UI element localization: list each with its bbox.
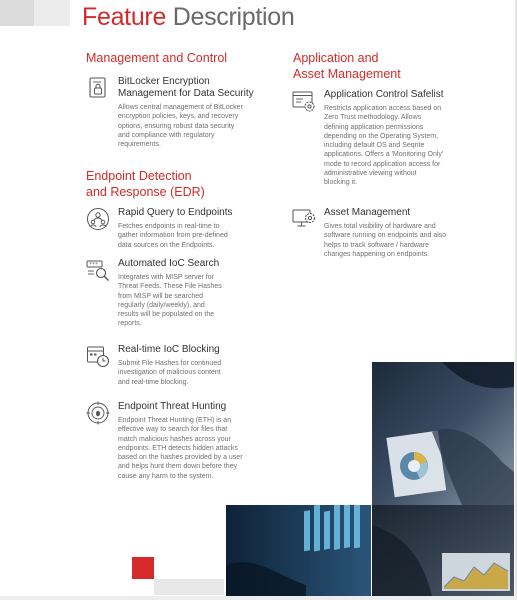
desc-line: administrative viewing without	[324, 170, 417, 178]
bottom-grey-bar	[0, 596, 517, 600]
desc-line: Restricts application access based on	[324, 105, 442, 112]
section-heading-management	[86, 50, 227, 66]
desc-line: regularly (daily/weekly), and	[118, 301, 205, 309]
feature-title: Application Control Safelist	[324, 89, 444, 100]
desc-line: based on the hashes provided by a user	[118, 454, 243, 462]
desc-line: encryption policies, keys, and recovery	[118, 113, 239, 121]
desc-line: requirements.	[118, 141, 161, 149]
feature-title: Rapid Query to Endpoints	[118, 207, 233, 218]
monitor-gear-icon	[292, 207, 316, 231]
laptop-chart-photo	[372, 505, 514, 596]
analytics-hand-photo	[372, 362, 514, 505]
desc-line: helps to track software / hardware	[324, 241, 430, 249]
desc-line: software running on endpoints and also	[324, 232, 447, 240]
feature-description	[118, 416, 243, 481]
desc-line: depending on the Operating System,	[324, 132, 439, 140]
grey-accent-block	[154, 579, 224, 595]
svg-text:***: ***	[89, 262, 99, 268]
page-title-rest: Description	[166, 3, 295, 31]
feature-description	[118, 359, 221, 387]
window-gear-icon	[292, 89, 316, 113]
desc-line: defining application permissions	[324, 123, 424, 131]
section-heading-line: and Response (EDR)	[86, 185, 205, 199]
desc-line: Gives total visibility of hardware and	[324, 223, 436, 230]
feature-description	[118, 222, 233, 250]
target-bug-icon	[86, 401, 110, 425]
feature-description	[324, 222, 446, 259]
red-accent-square	[132, 557, 154, 579]
desc-line: results will be populated on the	[118, 311, 215, 319]
desc-line: applications. Offers a 'Monitoring Only'	[324, 151, 444, 159]
desc-line: match malicious hashes across your	[118, 435, 231, 443]
feature-title: Automated IoC Search	[118, 258, 220, 269]
desc-line: and real-time blocking.	[118, 378, 189, 386]
page-title-accent: Feature	[82, 3, 167, 31]
desc-line: blocking it.	[324, 179, 358, 187]
desc-line: from MISP will be searched	[118, 292, 204, 300]
corner-decoration-dark	[0, 0, 34, 26]
desc-line: Submit File Hashes for continued	[118, 360, 222, 367]
desc-line: cause any harm to the system.	[118, 472, 214, 480]
section-heading-text: Management and Control	[86, 51, 228, 65]
users-search-icon	[86, 207, 110, 231]
section-heading-line: Application and	[293, 51, 379, 65]
desc-line: including default OS and Seqrite	[324, 142, 425, 150]
desc-line: Endpoint Threat Hunting (ETH) is an	[118, 417, 232, 424]
hash-search-icon	[86, 258, 110, 282]
feature-description	[118, 273, 222, 329]
desc-line: reports.	[118, 320, 142, 328]
feature-title: Asset Management	[324, 207, 411, 218]
page-title	[82, 3, 294, 32]
desc-line: Allows central management of BitLocker	[118, 104, 243, 111]
desc-line: effective way to search for files that	[118, 426, 228, 434]
section-heading-line: Asset Management	[293, 67, 401, 81]
desc-line: mode to record application access for	[324, 160, 441, 168]
desc-line: and helps hunt them down before they	[118, 463, 238, 471]
feature-description	[324, 104, 444, 188]
section-heading-app-asset	[293, 50, 401, 82]
desc-line: Zero Trust methodology. Allows	[324, 114, 422, 122]
feature-title-line2: Management for Data Security	[118, 88, 254, 99]
desc-line: gather information from pre-defined	[118, 232, 228, 240]
feature-description	[118, 103, 254, 149]
desc-line: and compliance with regulatory	[118, 131, 215, 139]
desc-line: changes happening on endpoints.	[324, 250, 430, 258]
desc-line: investigation of malicious content	[118, 369, 221, 377]
desc-line: Threat Feeds. These File Hashes	[118, 283, 222, 291]
bar-graph-photo	[226, 505, 371, 596]
lock-document-icon	[86, 76, 110, 100]
feature-title: BitLocker Encryption	[118, 76, 210, 87]
section-heading-line: Endpoint Detection	[86, 169, 192, 183]
desc-line: data sources on the Endpoints.	[118, 241, 215, 249]
section-heading-edr	[86, 168, 205, 200]
desc-line: Fetches endpoints in real-time to	[118, 223, 220, 230]
desc-line: endpoints. ETH detects hidden attacks	[118, 444, 238, 452]
desc-line: options, ensuring robust data security	[118, 122, 235, 130]
calendar-clock-icon	[86, 344, 110, 368]
feature-title: Endpoint Threat Hunting	[118, 401, 227, 412]
feature-title: Real-time IoC Blocking	[118, 344, 220, 355]
desc-line: Integrates with MISP server for	[118, 274, 214, 281]
